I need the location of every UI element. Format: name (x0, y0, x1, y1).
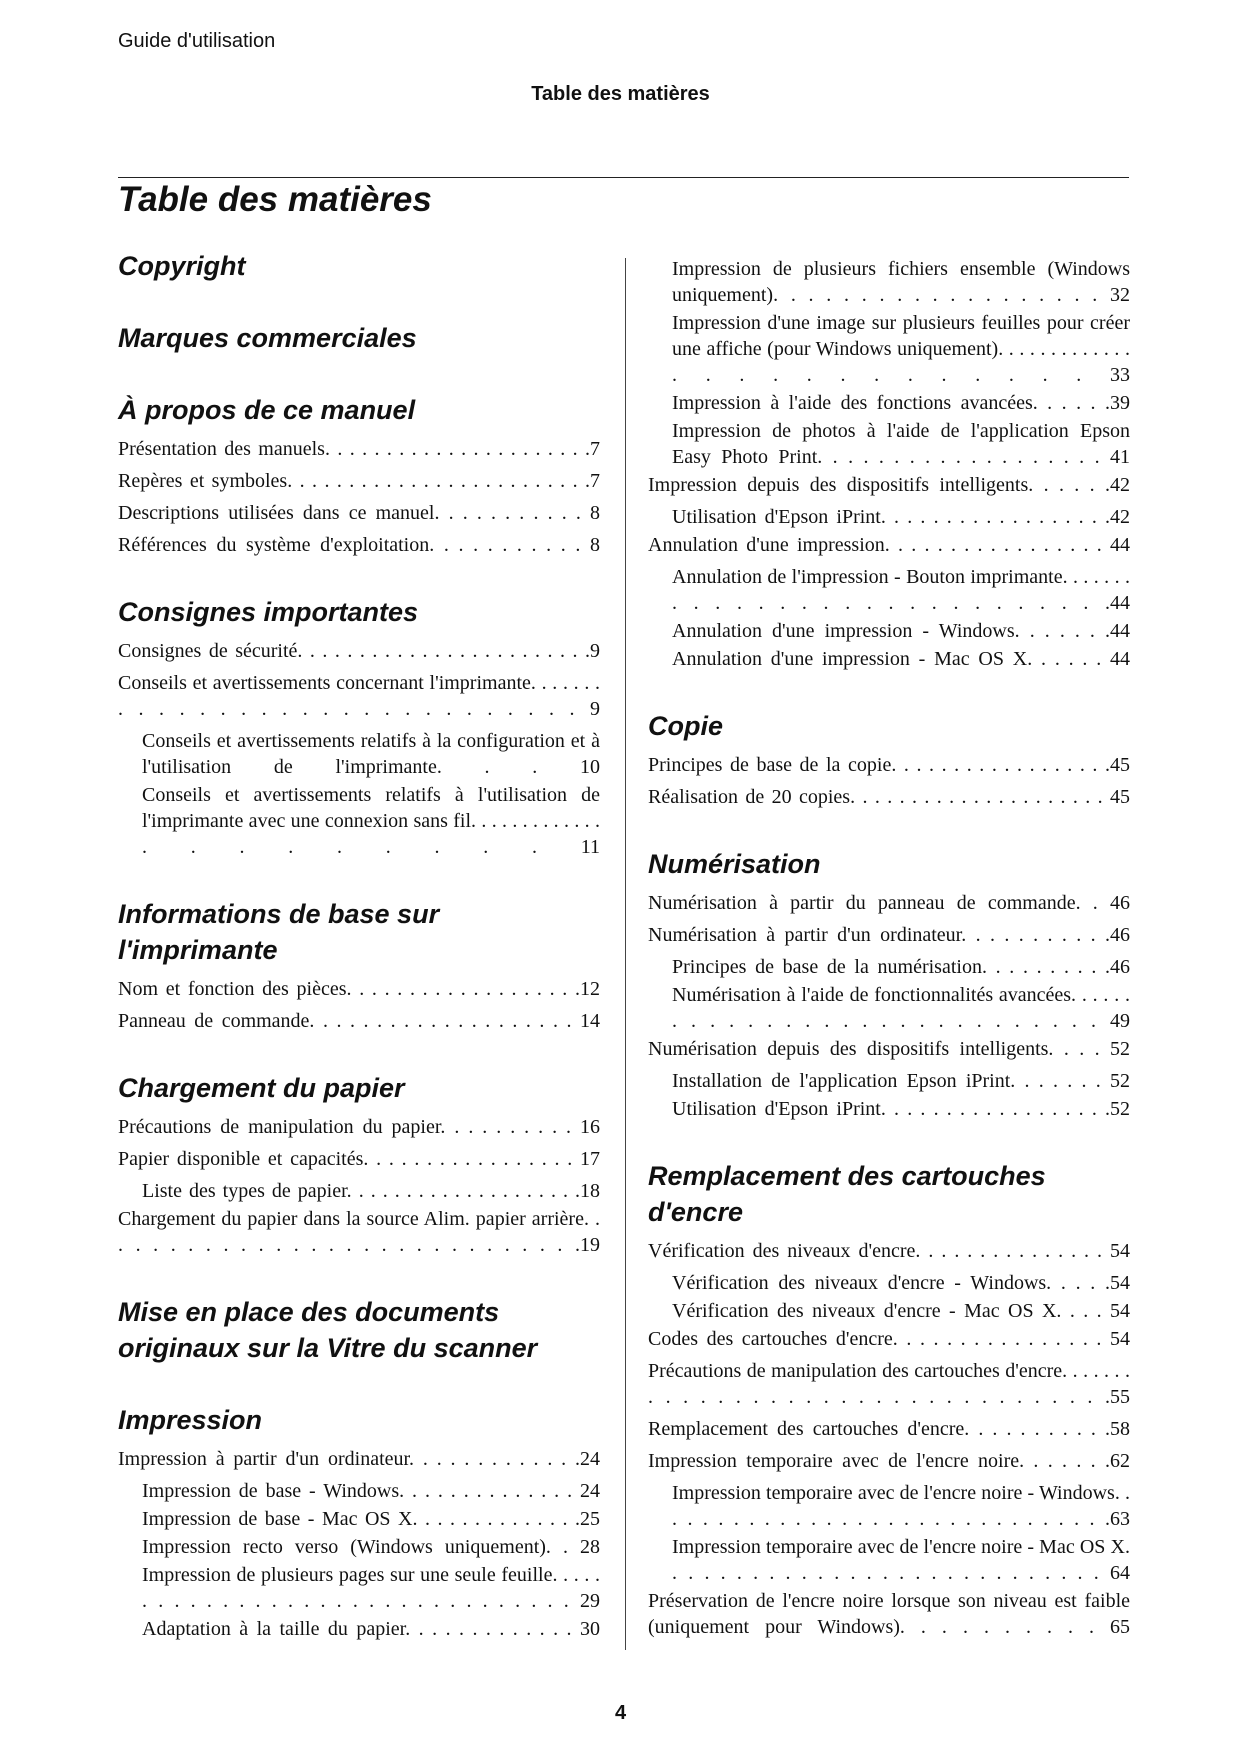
toc-subentry[interactable]: Adaptation à la taille du papier. . . . . . . . . . . . . 30 (142, 1618, 600, 1640)
toc-entry[interactable]: Vérification des niveaux d'encre. . . . . . . . . . . . . . . 54 (648, 1240, 1130, 1262)
toc-entry[interactable]: Repères et symboles. . . . . . . . . . . . . . . . . . . . . . . . .7 (118, 470, 600, 492)
page-title: Table des matières (118, 180, 432, 219)
toc-subentry[interactable]: Impression temporaire avec de l'encre noire - Windows. . . . . . . . . . . . . . . . . . . . . . . . . . . . . . .63 (672, 1482, 1130, 1530)
toc-heading-chargement[interactable]: Chargement du papier (118, 1073, 405, 1103)
toc-heading-remplacement[interactable]: Remplacement des cartouches d'encre (648, 1161, 1046, 1227)
toc-heading-infos-base[interactable]: Informations de base sur l'imprimante (118, 899, 440, 965)
toc-subentry[interactable]: Impression de base - Windows. . . . . . . . . . . . . . 24 (142, 1480, 600, 1502)
toc-heading-copyright[interactable]: Copyright (118, 251, 246, 281)
toc-subentry[interactable]: Numérisation à l'aide de fonctionnalités avancées. . . . . . . . . . . . . . . . . . . . . . . . . . . . . 49 (672, 984, 1130, 1032)
toc-subentry[interactable]: Principes de base de la numérisation. . . . . . . . . .46 (672, 956, 1130, 978)
toc-heading-impression[interactable]: Impression (118, 1405, 263, 1435)
toc-subentry[interactable]: Impression de photos à l'aide de l'application Epson Easy Photo Print. . . . . . . . . . . . . . . . . . . 41 (672, 420, 1130, 468)
toc-entry[interactable]: Descriptions utilisées dans ce manuel. . . . . . . . . . . 8 (118, 502, 600, 524)
toc-subentry[interactable]: Utilisation d'Epson iPrint. . . . . . . . . . . . . . . . . .52 (672, 1098, 1130, 1120)
toc-subentry[interactable]: Conseils et avertissements relatifs à la configuration et à l'utilisation de l'imprimante. . . 10 (142, 730, 600, 778)
toc-entry[interactable]: Impression temporaire avec de l'encre noire. . . . . . .62 (648, 1450, 1130, 1472)
toc-heading-line: Mise en place des documents (118, 1297, 500, 1327)
toc-entry[interactable]: Impression depuis des dispositifs intelligents. . . . . .42 (648, 474, 1130, 496)
toc-entry[interactable]: Numérisation depuis des dispositifs intelligents. . . . 52 (648, 1038, 1130, 1060)
toc-subentry[interactable]: Conseils et avertissements relatifs à l'utilisation de l'imprimante avec une connexion sans fil. . . . . . . . . . . . . . . . . . . . . . 11 (142, 784, 600, 858)
toc-entry[interactable]: Numérisation à partir d'un ordinateur. . . . . . . . . . .46 (648, 924, 1130, 946)
toc-right-column (648, 256, 1130, 1646)
toc-entry[interactable]: Précautions de manipulation des cartouches d'encre. . . . . . . . . . . . . . . . . . . . . . . . . . . . . . . . . .55 (648, 1360, 1130, 1408)
toc-heading-consignes[interactable]: Consignes importantes (118, 597, 419, 627)
header-rule (118, 177, 1129, 178)
toc-heading-marques[interactable]: Marques commerciales (118, 323, 417, 353)
toc-heading-numerisation[interactable]: Numérisation (648, 849, 821, 879)
page-number: 4 (614, 1702, 627, 1724)
toc-subentry[interactable]: Liste des types de papier. . . . . . . . . . . . . . . . . . . .18 (142, 1180, 600, 1202)
toc-subentry[interactable]: Impression recto verso (Windows uniquement). . 28 (142, 1536, 600, 1558)
toc-subentry[interactable]: Vérification des niveaux d'encre - Windows. . . . .54 (672, 1272, 1130, 1294)
toc-entry[interactable]: Conseils et avertissements concernant l'imprimante. . . . . . . . . . . . . . . . . . . . . . . . . . . . . . 9 (118, 672, 600, 720)
toc-subentry[interactable]: Impression de base - Mac OS X. . . . . . . . . . . . . .25 (142, 1508, 600, 1530)
toc-subentry[interactable]: Utilisation d'Epson iPrint. . . . . . . . . . . . . . . . . .42 (672, 506, 1130, 528)
toc-subentry[interactable]: Impression de plusieurs pages sur une seule feuille. . . . . . . . . . . . . . . . . . . . . . . . . . . . . . . . 29 (142, 1564, 600, 1612)
toc-entry[interactable]: Panneau de commande. . . . . . . . . . . . . . . . . . . . 14 (118, 1010, 600, 1032)
running-head: Guide d'utilisation (118, 30, 276, 52)
toc-entry[interactable]: Remplacement des cartouches d'encre. . . . . . . . . . .58 (648, 1418, 1130, 1440)
toc-heading-apropos[interactable]: À propos de ce manuel (118, 395, 416, 425)
toc-entry[interactable]: Nom et fonction des pièces. . . . . . . . . . . . . . . . . . .12 (118, 978, 600, 1000)
toc-entry[interactable]: Références du système d'exploitation. . . . . . . . . . . 8 (118, 534, 600, 556)
toc-heading-mise-en-place[interactable] (118, 1294, 600, 1366)
column-divider (625, 258, 626, 1650)
toc-left-column (118, 248, 600, 1644)
toc-entry[interactable]: Réalisation de 20 copies. . . . . . . . . . . . . . . . . . . . . 45 (648, 786, 1130, 808)
toc-heading-line: originaux sur la Vitre du scanner (118, 1333, 538, 1363)
toc-entry[interactable]: Consignes de sécurité. . . . . . . . . . . . . . . . . . . . . . . .9 (118, 640, 600, 662)
toc-subentry[interactable]: Annulation d'une impression - Windows. . . . . . .44 (672, 620, 1130, 642)
toc-subentry[interactable]: Impression à l'aide des fonctions avancées. . . . . .39 (672, 392, 1130, 414)
toc-subentry[interactable]: Impression d'une image sur plusieurs feuilles pour créer une affiche (pour Windows uniquement). . . . . . . . . . . . . . . . . . . . . . . . . . 33 (672, 312, 1130, 386)
toc-subentry[interactable]: Annulation de l'impression - Bouton imprimante. . . . . . . . . . . . . . . . . . . . . . . . . . . .44 (672, 566, 1130, 614)
toc-entry[interactable]: Papier disponible et capacités. . . . . . . . . . . . . . . . . 17 (118, 1148, 600, 1170)
section-header: Table des matières (531, 83, 710, 105)
toc-entry[interactable]: Préservation de l'encre noire lorsque son niveau est faible (uniquement pour Windows). . . . . . . . . . 65 (648, 1590, 1130, 1638)
toc-subentry[interactable]: Impression temporaire avec de l'encre noire - Mac OS X. . . . . . . . . . . . . . . . . . . . . . . . . . . . 64 (672, 1536, 1130, 1584)
toc-entry[interactable]: Principes de base de la copie. . . . . . . . . . . . . . . . . .45 (648, 754, 1130, 776)
toc-entry[interactable]: Codes des cartouches d'encre. . . . . . . . . . . . . . . . 54 (648, 1328, 1130, 1350)
toc-entry[interactable]: Impression à partir d'un ordinateur. . . . . . . . . . . . .24 (118, 1448, 600, 1470)
toc-entry[interactable]: Précautions de manipulation du papier. . . . . . . . . . 16 (118, 1116, 600, 1138)
toc-subentry[interactable]: Vérification des niveaux d'encre - Mac OS X. . . . 54 (672, 1300, 1130, 1322)
toc-subentry[interactable]: Annulation d'une impression - Mac OS X. . . . . . 44 (672, 648, 1130, 670)
toc-entry[interactable]: Chargement du papier dans la source Alim. papier arrière. . . . . . . . . . . . . . . . . . . . . . . . . . . . .19 (118, 1208, 600, 1256)
toc-entry[interactable]: Numérisation à partir du panneau de commande. . 46 (648, 892, 1130, 914)
toc-subentry[interactable]: Impression de plusieurs fichiers ensemble (Windows uniquement). . . . . . . . . . . . . . . . . . . 32 (672, 258, 1130, 306)
toc-heading-copie[interactable]: Copie (648, 711, 724, 741)
toc-entry[interactable]: Présentation des manuels. . . . . . . . . . . . . . . . . . . . . .7 (118, 438, 600, 460)
toc-subentry[interactable]: Installation de l'application Epson iPrint. . . . . . . 52 (672, 1070, 1130, 1092)
toc-entry[interactable]: Annulation d'une impression. . . . . . . . . . . . . . . . . 44 (648, 534, 1130, 556)
